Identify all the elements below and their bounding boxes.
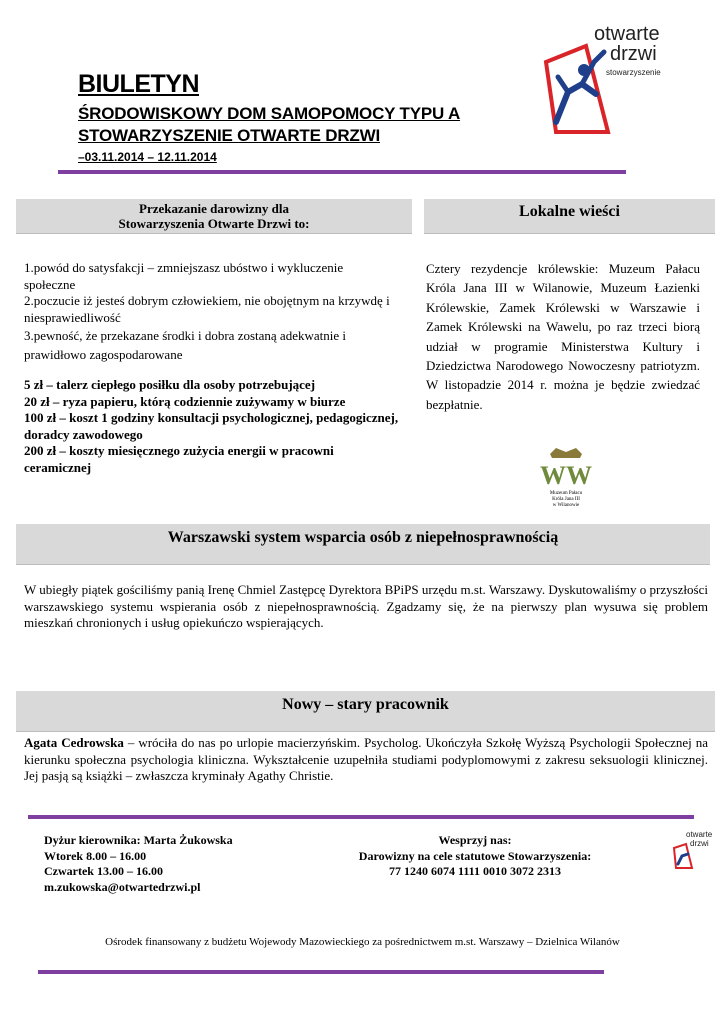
page-subtitle-line1: ŚRODOWISKOWY DOM SAMOPOMOCY TYPU A (78, 104, 461, 123)
page-subtitle-line2: STOWARZYSZENIE OTWARTE DRZWI (78, 126, 380, 145)
logo-word-drzwi: drzwi (610, 43, 657, 65)
list-item: 2.poczucie iż jesteś dobrym człowiekiem, nie obojętnym na krzywdę i niesprawiedliwość (24, 293, 390, 325)
footer-divider-bottom (38, 970, 604, 974)
funding-note: Ośrodek finansowany z budżetu Wojewody Mazowieckiego za pośrednictwem m.st. Warszawy – Dzielnica Wilanów (105, 936, 620, 948)
list-item: 200 zł – koszty miesięcznego zużycia energii w pracowni ceramicznej (24, 443, 334, 475)
bank-account: 77 1240 6074 1111 0010 3072 2313 (388, 864, 561, 878)
issue-dates: –03.11.2014 – 12.11.2014 (78, 150, 217, 164)
duty-line1: Dyżur kierownika: Marta Żukowska (44, 833, 233, 847)
local-news-title: Lokalne wieści (519, 203, 620, 220)
duty-line3: Czwartek 13.00 – 16.00 (44, 864, 163, 878)
logo-word-stowarzyszenie: stowarzyszenie (606, 68, 661, 77)
support-header-box (16, 524, 710, 565)
support-us-line2: Darowizny na cele statutowe Stowarzyszenia: (358, 848, 592, 863)
page-title: BIULETYN (78, 70, 199, 98)
small-logo-line2: drzwi (690, 839, 709, 848)
museum-logo-line2: Króla Jana III (552, 497, 580, 502)
local-news-header-box (424, 199, 715, 234)
worker-description: – wróciła do nas po urlopie macierzyńskim. Psycholog. Ukończyła Szkołę Wyższą Psychologii Społecznej na kierunku społeczna psychologia kliniczna. Wykształcenie uzupełniła studiami podyplomowymi z zakresu seksuologii klinicznej. Jej pasją są książki – zwłaszcza kryminały Agathy Christie. (24, 735, 709, 783)
donation-amounts (24, 377, 404, 476)
donation-points (24, 260, 392, 364)
otwarte-drzwi-logo (538, 22, 688, 142)
list-item: 20 zł – ryza papieru, którą codziennie zużywamy w biurze (24, 393, 346, 409)
crown-ww-logo-icon (536, 446, 596, 490)
support-us (320, 833, 630, 880)
support-body: W ubiegły piątek gościliśmy panią Irenę Chmiel Zastępcę Dyrektora BPiPS urzędu m.st. Warszawy. Dyskutowaliśmy o przyszłości warszawskiego systemu wspierania osób z niepełnosprawnością. Zgadzamy się, że na pierwszy plan wysuwa się problem mieszkań chronionych i usług opiekuńczo wspierających. (24, 582, 708, 630)
otwarte-drzwi-small-logo (670, 826, 714, 872)
museum-logo-line3: w Wilanowie (552, 503, 580, 508)
small-logo-line1: otwarte (686, 830, 713, 839)
list-item: 100 zł – koszt 1 godziny konsultacji psychologicznej, pedagogicznej, doradcy zawodowego (24, 410, 399, 442)
worker-body (24, 735, 708, 785)
svg-text:WW: WW (540, 461, 592, 490)
logo-word-otwarte: otwarte (594, 23, 660, 45)
support-title: Warszawski system wsparcia osób z niepełnosprawnością (167, 529, 559, 546)
header-divider (58, 170, 626, 174)
worker-header-box (16, 691, 715, 732)
donation-header-box (16, 199, 412, 234)
museum-logo-line1: Muzeum Pałacu (549, 491, 583, 496)
list-item: 1.powód do satysfakcji – zmniejszasz ubóstwo i wykluczenie społeczne (24, 260, 344, 292)
donation-title-line1: Przekazanie darowizny dla (139, 201, 289, 216)
manager-duty (44, 833, 304, 895)
list-item: 3.pewność, że przekazane środki i dobra zostaną adekwatnie i prawidłowo zagospodarowane (24, 328, 346, 362)
local-news-body: Cztery rezydencje królewskie: Muzeum Pałacu Króla Jana III w Wilanowie, Muzeum Łazienki Królewskie, Zamek Królewski w Warszawie i Zamek Królewski na Wawelu, po raz trzeci biorą udział w programie Ministerstwa Kultury i Dziedzictwa Narodowego Nowoczesny patriotyzm. W listopadzie 2014 r. można je będzie zwiedzać bezpłatnie. (426, 261, 700, 412)
support-us-line1: Wesprzyj nas: (438, 833, 512, 847)
worker-title: Nowy – stary pracownik (282, 696, 449, 713)
museum-logo (536, 446, 596, 514)
duty-email: m.zukowska@otwartedrzwi.pl (44, 879, 201, 894)
donation-title-line2: Stowarzyszenia Otwarte Drzwi to: (118, 216, 310, 231)
duty-line2: Wtorek 8.00 – 16.00 (44, 848, 147, 863)
worker-name: Agata Cedrowska (24, 735, 124, 750)
footer-divider-top (28, 815, 694, 819)
list-item: 5 zł – talerz ciepłego posiłku dla osoby potrzebującej (24, 377, 316, 392)
